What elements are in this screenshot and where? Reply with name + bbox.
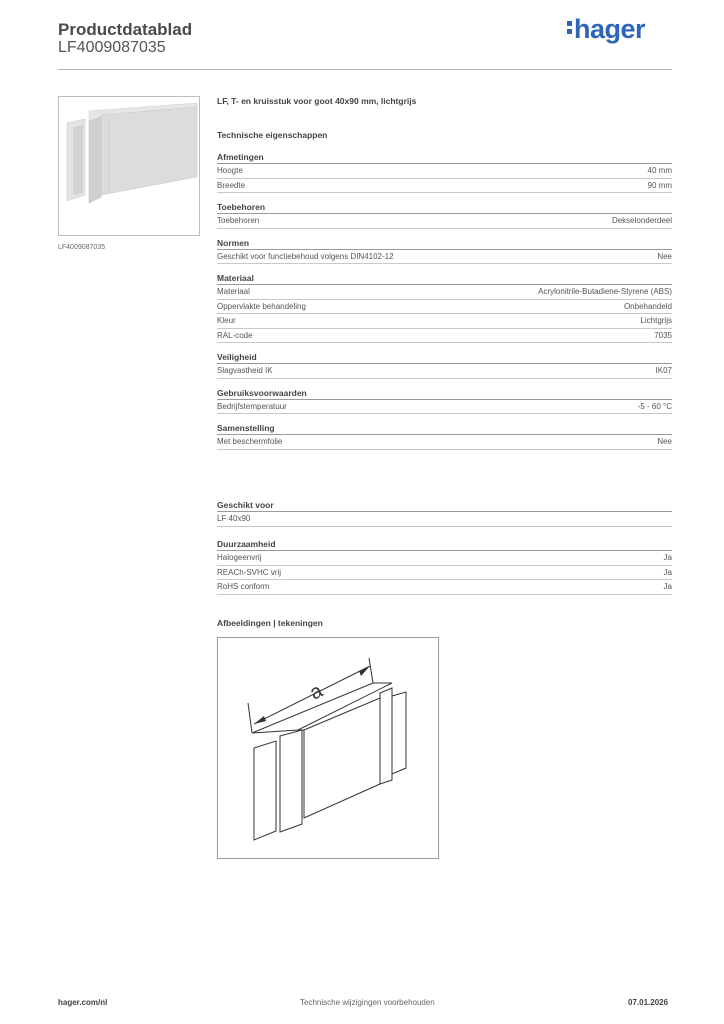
table-row xyxy=(217,512,672,527)
row-value: Onbehandeld xyxy=(623,301,672,311)
table-row xyxy=(217,250,672,265)
technical-drawing xyxy=(217,637,439,859)
row-label: Geschikt voor functiebehoud volgens DIN4102-12 xyxy=(217,251,394,261)
table-row xyxy=(217,300,672,315)
table-row xyxy=(217,164,672,179)
logo-text: hager xyxy=(574,14,646,44)
footer-website-link[interactable]: hager.com/nl xyxy=(58,998,108,1007)
spec-panel xyxy=(217,96,672,458)
group-title: Samenstelling xyxy=(217,422,672,435)
product-code: LF4009087035 xyxy=(58,39,166,56)
row-label: Bedrijfstemperatuur xyxy=(217,401,287,411)
group-veiligheid xyxy=(217,351,672,379)
group-title: Duurzaamheid xyxy=(217,538,672,551)
group-title: Afmetingen xyxy=(217,151,672,164)
row-label: Met beschermfolie xyxy=(217,437,283,446)
table-row xyxy=(217,314,672,329)
t-piece-photo-icon xyxy=(59,97,200,236)
hager-logo[interactable] xyxy=(567,14,645,45)
table-row xyxy=(217,179,672,194)
row-label: Slagvastheid IK xyxy=(217,366,273,375)
group-materiaal xyxy=(217,272,672,343)
drawings-title: Afbeeldingen | tekeningen xyxy=(217,618,323,628)
table-row xyxy=(217,329,672,344)
page-title: Productdatablad xyxy=(58,20,193,39)
row-label: Kleur xyxy=(217,316,236,325)
row-value: Ja xyxy=(663,553,672,562)
row-value: Nee xyxy=(657,437,672,446)
group-toebehoren xyxy=(217,201,672,229)
group-title: Normen xyxy=(217,237,672,250)
technical-title: Technische eigenschappen xyxy=(217,130,328,140)
table-row xyxy=(217,551,672,566)
table-row xyxy=(217,214,672,229)
group-title: Veiligheid xyxy=(217,351,672,364)
row-value: Ja xyxy=(663,567,672,577)
footer-date: 07.01.2026 xyxy=(628,998,669,1007)
row-value: Nee xyxy=(657,251,672,261)
row-label: RAL-code xyxy=(217,330,253,340)
group-title: Toebehoren xyxy=(217,201,672,214)
group-samenstelling xyxy=(217,422,672,450)
footer-disclaimer: Technische wijzigingen voorbehouden xyxy=(300,998,435,1007)
row-value: 40 mm xyxy=(647,166,672,175)
group-title: Geschikt voor xyxy=(217,499,672,512)
table-row xyxy=(217,566,672,581)
row-label: Materiaal xyxy=(217,287,250,296)
table-row xyxy=(217,285,672,300)
product-name: LF, T- en kruisstuk voor goot 40x90 mm, lichtgrijs xyxy=(217,96,417,106)
row-label: Oppervlakte behandeling xyxy=(217,301,306,311)
group-gebruiksvoorwaarden xyxy=(217,387,672,415)
table-row xyxy=(217,435,672,450)
product-image-caption: LF4009087035 xyxy=(58,244,106,251)
row-value: Dekselonderdeel xyxy=(611,216,672,225)
row-label: Breedte xyxy=(217,180,246,190)
group-normen xyxy=(217,237,672,265)
table-row xyxy=(217,580,672,595)
product-image xyxy=(58,96,200,236)
row-value: 90 mm xyxy=(647,180,672,190)
row-value: Acrylonitrile-Butadiene-Styrene (ABS) xyxy=(538,287,672,296)
table-row xyxy=(217,364,672,379)
spec-groups xyxy=(217,151,672,450)
logo-dots-icon xyxy=(567,18,572,37)
row-value: Ja xyxy=(663,582,672,591)
header-divider xyxy=(58,69,672,70)
row-value: IK07 xyxy=(655,366,672,375)
row-label: Hoogte xyxy=(217,166,243,175)
table-row xyxy=(217,400,672,415)
row-value: Lichtgrijs xyxy=(640,316,672,325)
row-label: Toebehoren xyxy=(217,216,260,225)
row-value: -5 - 60 °C xyxy=(637,401,672,411)
row-value: 7035 xyxy=(654,330,672,340)
group-title: Gebruiksvoorwaarden xyxy=(217,387,672,400)
group-title: Materiaal xyxy=(217,272,672,285)
sustainability-section xyxy=(217,538,672,595)
group-afmetingen xyxy=(217,151,672,193)
t-piece-drawing-icon xyxy=(218,638,438,858)
row-label: REACh-SVHC vrij xyxy=(217,567,282,577)
row-label: Halogeenvrij xyxy=(217,553,262,562)
dimension-label: a xyxy=(306,679,327,705)
suitable-section xyxy=(217,499,672,527)
row-label: RoHS conform xyxy=(217,582,270,591)
row-label: LF 40x90 xyxy=(217,514,251,523)
